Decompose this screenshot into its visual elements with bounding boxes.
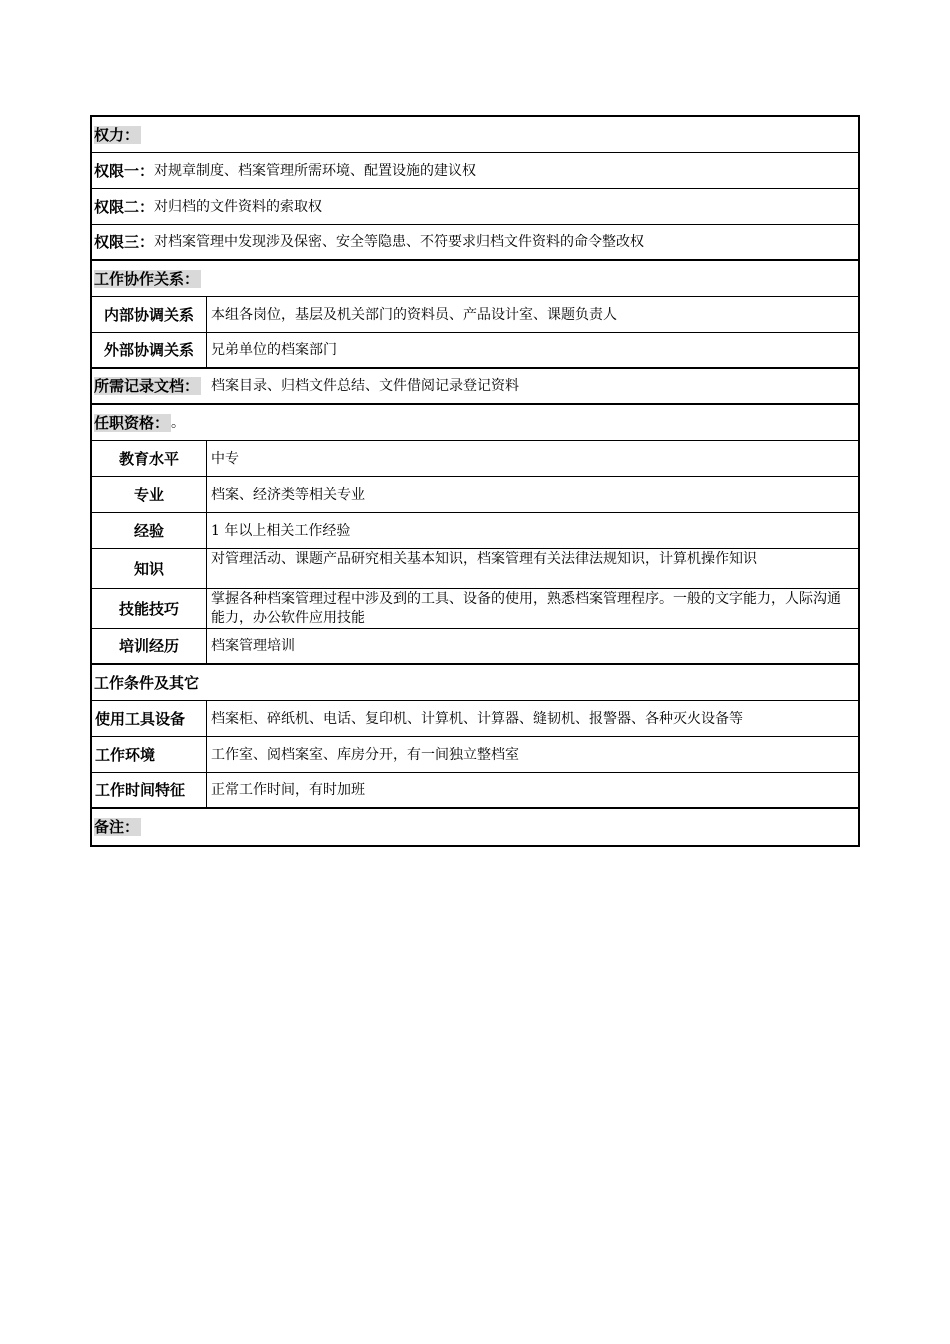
- work-time-row: [92, 773, 858, 809]
- skills-row: [92, 589, 858, 629]
- knowledge-label: 知识: [92, 549, 207, 588]
- training-value: 档案管理培训: [211, 638, 295, 654]
- remarks-row: [92, 809, 858, 845]
- authority-text-2: 对归档的文件资料的索取权: [154, 198, 323, 215]
- authority-row-2: [92, 189, 858, 225]
- experience-value: 1 年以上相关工作经验: [211, 522, 351, 539]
- education-label: 教育水平: [92, 441, 207, 476]
- external-relations-label: 外部协调关系: [92, 333, 207, 367]
- remarks-header: 备注：: [94, 818, 140, 836]
- tools-row: [92, 701, 858, 737]
- conditions-header: 工作条件及其它: [94, 673, 200, 692]
- training-row: [92, 629, 858, 665]
- authority-text-3: 对档案管理中发现涉及保密、安全等隐患、不符要求归档文件资料的命令整改权: [154, 234, 645, 250]
- environment-value: 工作室、阅档案室、库房分开，有一间独立整档室: [211, 746, 519, 763]
- authority-row-1: [92, 153, 858, 189]
- qualifications-header: 任职资格：: [94, 413, 170, 432]
- authority-header: 权力：: [94, 125, 140, 144]
- knowledge-value: 对管理活动、课题产品研究相关基本知识，档案管理有关法律法规知识，计算机操作知识: [211, 551, 757, 567]
- environment-row: [92, 737, 858, 773]
- records-row: [92, 369, 858, 405]
- environment-label: 工作环境: [92, 737, 207, 772]
- authority-row-3: [92, 225, 858, 261]
- skills-label: 技能技巧: [92, 589, 207, 628]
- authority-label-3: 权限三：: [94, 233, 155, 251]
- authority-text-1: 对规章制度、档案管理所需环境、配置设施的建议权: [154, 162, 477, 179]
- training-label: 培训经历: [92, 629, 207, 663]
- job-description-table: [90, 115, 860, 847]
- skills-value: 掌握各种档案管理过程中涉及到的工具、设备的使用，熟悉档案管理程序。一般的文字能力，人际沟通能力，办公软件应用技能: [211, 591, 841, 626]
- work-time-label: 工作时间特征: [92, 773, 207, 807]
- tools-label: 使用工具设备: [92, 701, 207, 736]
- education-row: [92, 441, 858, 477]
- external-relations-row: [92, 333, 858, 369]
- records-value: 档案目录、归档文件总结、文件借阅记录登记资料: [211, 378, 520, 394]
- internal-relations-row: [92, 297, 858, 333]
- experience-label: 经验: [92, 513, 207, 548]
- conditions-header-row: [92, 665, 858, 701]
- qualifications-suffix: 。: [171, 414, 186, 431]
- knowledge-row: [92, 549, 858, 589]
- tools-value: 档案柜、碎纸机、电话、复印机、计算机、计算器、缝韧机、报警器、各种灭火设备等: [211, 710, 743, 727]
- internal-relations-value: 本组各岗位，基层及机关部门的资料员、产品设计室、课题负责人: [211, 306, 617, 323]
- experience-row: [92, 513, 858, 549]
- external-relations-value: 兄弟单位的档案部门: [211, 342, 337, 358]
- education-value: 中专: [211, 450, 239, 467]
- major-value: 档案、经济类等相关专业: [211, 486, 365, 503]
- major-row: [92, 477, 858, 513]
- qualifications-header-row: [92, 405, 858, 441]
- relations-header-row: [92, 261, 858, 297]
- major-label: 专业: [92, 477, 207, 512]
- authority-header-row: [92, 117, 858, 153]
- authority-label-1: 权限一：: [94, 161, 155, 180]
- work-time-value: 正常工作时间，有时加班: [211, 782, 365, 798]
- records-header: 所需记录文档：: [94, 377, 200, 395]
- internal-relations-label: 内部协调关系: [92, 297, 207, 332]
- relations-header: 工作协作关系：: [94, 269, 200, 288]
- authority-label-2: 权限二：: [94, 197, 155, 216]
